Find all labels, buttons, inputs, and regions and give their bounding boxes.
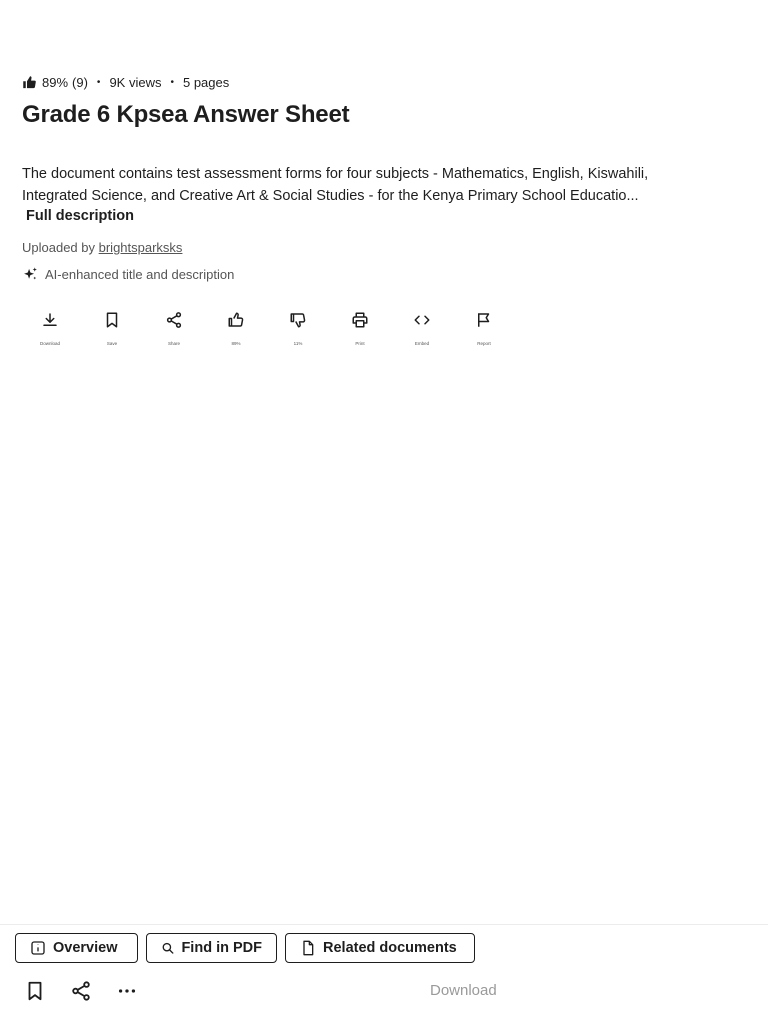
thumbs-down-icon — [289, 311, 307, 329]
report-action[interactable] — [453, 311, 515, 347]
ai-enhanced-note — [22, 266, 234, 283]
tab-label: Related documents — [323, 940, 457, 956]
rating-percent: 89% — [42, 74, 69, 90]
search-icon — [161, 940, 174, 956]
uploader-info — [22, 240, 182, 255]
document-icon — [300, 940, 316, 956]
more-options-icon[interactable] — [116, 980, 138, 1002]
share-icon[interactable] — [70, 980, 92, 1002]
views-count: 9K views — [109, 74, 162, 90]
download-icon — [41, 311, 59, 329]
full-description-link[interactable]: Full description — [26, 208, 134, 224]
bottom-navigation-bar — [0, 924, 768, 1024]
action-label: Report — [477, 341, 491, 346]
downvote-action[interactable] — [267, 311, 329, 347]
bookmark-icon — [103, 311, 121, 329]
action-label: 89% — [231, 341, 241, 346]
embed-icon — [413, 311, 431, 329]
thumbs-up-icon — [227, 311, 245, 329]
action-toolbar — [19, 311, 515, 347]
action-label: 11% — [293, 341, 303, 346]
action-label: Embed — [414, 341, 430, 346]
tab-label: Overview — [53, 940, 118, 956]
rating-count: (9) — [72, 74, 88, 90]
tab-find-in-pdf[interactable] — [146, 933, 277, 963]
description-line: Integrated Science, and Creative Art & Social Studies - for the Kenya Primary School Educatio... — [22, 188, 639, 204]
bottom-action-icons — [24, 980, 162, 1002]
download-button[interactable]: Download — [430, 982, 497, 999]
page-count: 5 pages — [182, 74, 230, 90]
save-action[interactable] — [81, 311, 143, 347]
separator-dot: • — [96, 76, 101, 88]
uploaded-by-label: Uploaded by — [22, 240, 95, 255]
share-icon — [165, 311, 183, 329]
section-tabs — [15, 933, 483, 963]
upvote-action[interactable] — [205, 311, 267, 347]
document-meta-row — [22, 73, 229, 91]
share-action[interactable] — [143, 311, 205, 347]
tab-related-documents[interactable] — [285, 933, 475, 963]
action-label: Save — [106, 341, 118, 346]
sparkle-icon — [22, 266, 39, 283]
description-line: The document contains test assessment forms for four subjects - Mathematics, English, Kiswahili, — [22, 166, 649, 182]
uploader-link[interactable]: brightsparksks — [98, 240, 183, 255]
document-title: Grade 6 Kpsea Answer Sheet — [22, 101, 350, 128]
tab-label: Find in PDF — [181, 940, 262, 956]
action-label: Share — [167, 341, 180, 346]
embed-action[interactable] — [391, 311, 453, 347]
action-label: Download — [39, 341, 60, 346]
thumbs-up-icon — [22, 75, 37, 90]
tab-overview[interactable] — [15, 933, 138, 963]
separator-dot: • — [170, 76, 174, 88]
print-icon — [351, 311, 369, 329]
document-description — [22, 163, 712, 207]
ai-note-text: AI-enhanced title and description — [45, 267, 235, 282]
flag-icon — [475, 311, 493, 329]
action-label: Print — [355, 341, 365, 346]
info-icon — [30, 940, 46, 956]
bookmark-icon[interactable] — [24, 980, 46, 1002]
print-action[interactable] — [329, 311, 391, 347]
download-action[interactable] — [19, 311, 81, 347]
